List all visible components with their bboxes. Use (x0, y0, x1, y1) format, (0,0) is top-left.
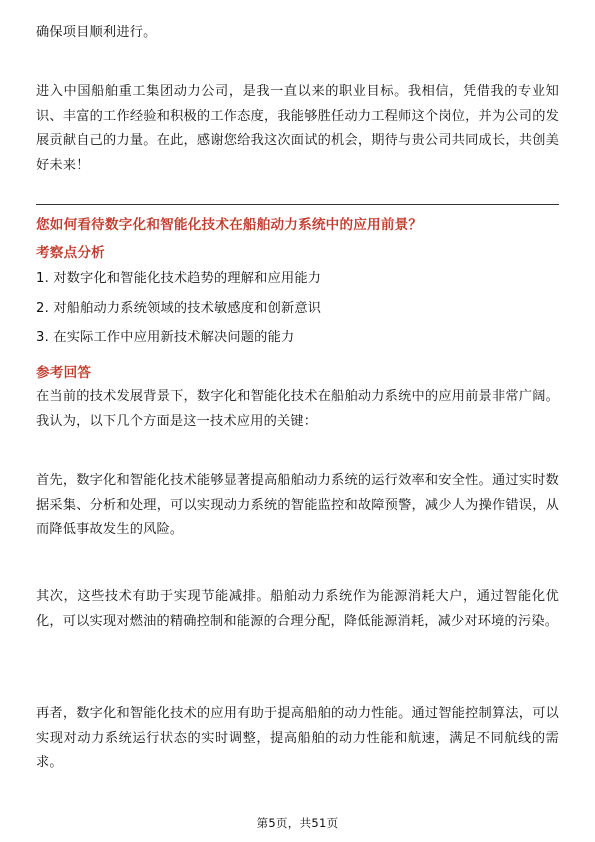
analysis-points-list (36, 264, 559, 353)
answer-paragraph: 在当前的技术发展背景下，数字化和智能化技术在船舶动力系统中的应用前景非常广阔。我认为，以下几个方面是这一技术应用的关键： (36, 389, 559, 429)
page-number-footer: 第5页，共51页 (256, 816, 339, 830)
answer-label: 参考回答 (36, 365, 92, 381)
analysis-point: 1. 对数字化和智能化技术趋势的理解和应用能力 (36, 271, 322, 286)
analysis-point: 3. 在实际工作中应用新技术解决问题的能力 (36, 330, 295, 345)
answer-paragraph: 首先，数字化和智能化技术能够显著提高船舶动力系统的运行效率和安全性。通过实时数据采集、分析和处理，可以实现动力系统的智能监控和故障预警，减少人为操作错误，从而降低事故发生的风险。 (36, 473, 559, 537)
section-divider (36, 204, 559, 205)
answer-paragraph: 其次，这些技术有助于实现节能减排。船舶动力系统作为能源消耗大户，通过智能化优化，可以实现对燃油的精确控制和能源的合理分配，降低能源消耗，减少对环境的污染。 (36, 589, 559, 629)
intro-tail-line: 确保项目顺利进行。 (36, 25, 157, 40)
document-page (36, 0, 559, 842)
analysis-label: 考察点分析 (36, 245, 105, 261)
answer-paragraph: 再者，数字化和智能化技术的应用有助于提高船舶的动力性能。通过智能控制算法，可以实现对动力系统运行状态的实时调整，提高船舶的动力性能和航速，满足不同航线的需求。 (36, 706, 559, 770)
question-title: 您如何看待数字化和智能化技术在船舶动力系统中的应用前景？ (36, 217, 423, 233)
analysis-point: 2. 对船舶动力系统领域的技术敏感度和创新意识 (36, 300, 322, 316)
intro-closing-paragraph: 进入中国船舶重工集团动力公司，是我一直以来的职业目标。我相信，凭借我的专业知识、丰富的工作经验和积极的工作态度，我能够胜任动力工程师这个岗位，并为公司的发展贡献自己的力量。在此，感谢您给我这次面试的机会，期待与贵公司共同成长，共创美好未来！ (36, 84, 559, 173)
